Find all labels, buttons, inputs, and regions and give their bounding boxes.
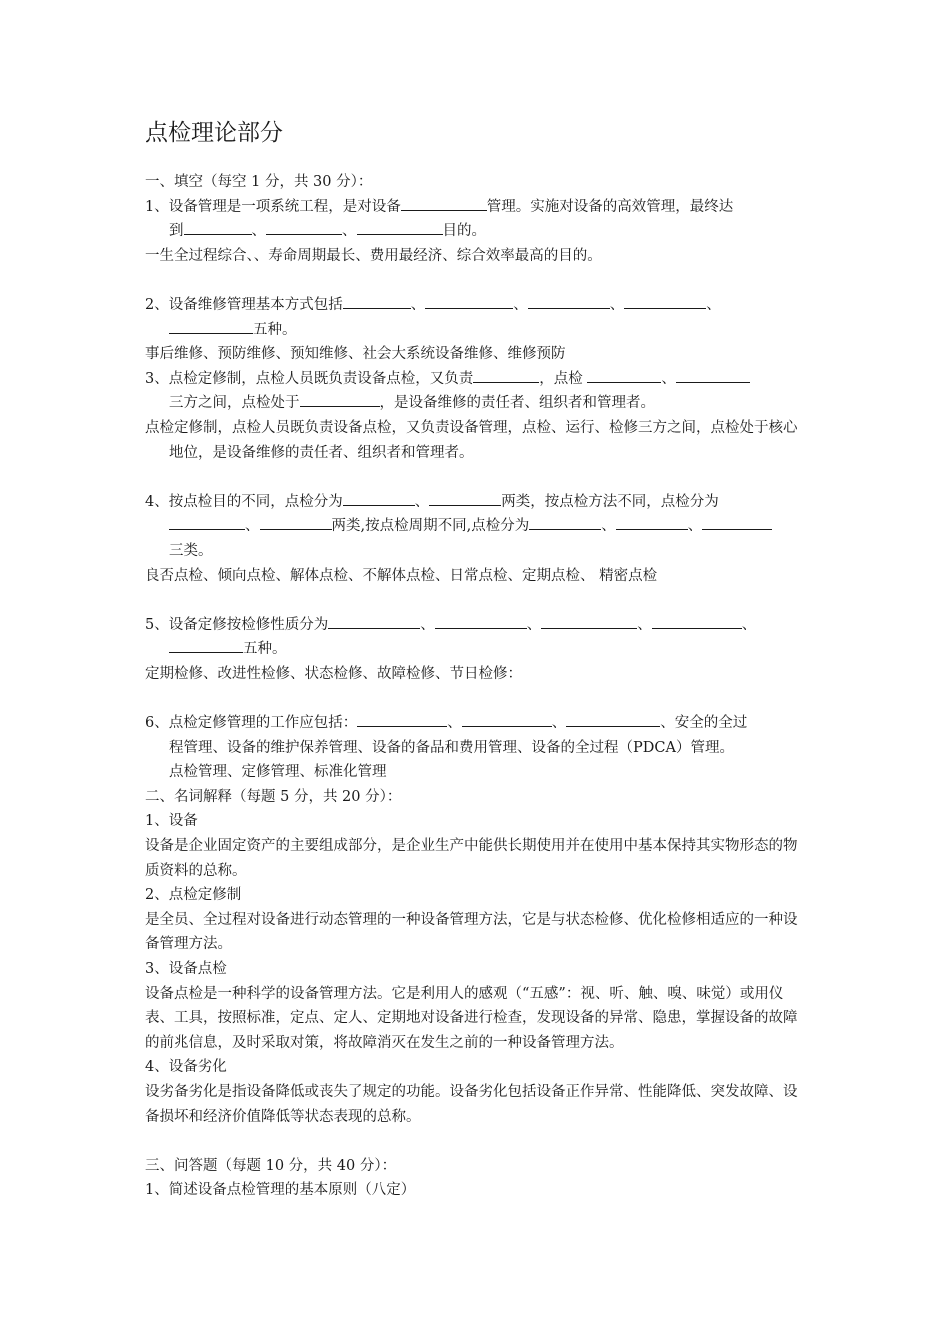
section3-heading: 三、问答题（每题 10 分，共 40 分）： <box>145 1157 397 1174</box>
fill-blank <box>587 367 661 383</box>
definition-4: 设劣备劣化是指设备降低或丧失了规定的功能。设备劣化包括设备正作异常、性能降低、突发故障、设备损坏和经济价值降低等状态表现的总称。 <box>145 1083 798 1125</box>
fill-blank <box>343 293 411 309</box>
q3-line1: 3、点检定修制，点检人员既负责设备点检，又负责 ，点检 、 <box>145 367 808 392</box>
fill-blank <box>702 514 772 530</box>
fill-blank <box>528 293 610 309</box>
fill-blank <box>343 490 415 506</box>
term-1: 1、设备 <box>145 813 198 830</box>
section2-heading: 二、名词解释（每题 5 分，共 20 分）： <box>145 788 402 805</box>
fill-blank <box>616 514 688 530</box>
section1-heading: 一、填空（每空 1 分，共 30 分）： <box>145 174 373 190</box>
term-2: 2、点检定修制 <box>145 887 242 904</box>
q1-line2: 到 、 、 目的。 <box>145 219 808 244</box>
term-3: 3、设备点检 <box>145 961 227 977</box>
fill-blank <box>260 514 332 530</box>
fill-blank <box>169 318 253 334</box>
fill-blank <box>429 490 501 506</box>
q4-line2: 、 两类,按点检周期不同,点检分为 、 、 <box>145 514 808 539</box>
fill-blank <box>169 637 243 653</box>
q4-answer: 良否点检、倾向点检、解体点检、不解体点检、日常点检、定期点检、 精密点检 <box>145 567 658 584</box>
q2-line1: 2、设备维修管理基本方式包括 、 、 、 、 <box>145 293 808 318</box>
page-title: 点检理论部分 <box>145 120 283 146</box>
term-4: 4、设备劣化 <box>145 1059 227 1076</box>
fill-blank <box>169 514 245 530</box>
q6-line1: 6、点检定修管理的工作应包括： 、 、 、安全的全过 <box>145 711 808 736</box>
fill-blank <box>676 367 750 383</box>
q4-line1: 4、按点检目的不同，点检分为 、 两类，按点检方法不同，点检分为 <box>145 490 808 515</box>
fill-blank <box>624 293 706 309</box>
fill-blank <box>435 613 527 629</box>
q5-line1: 5、设备定修按检修性质分为 、 、 、 、 <box>145 613 808 638</box>
fill-blank <box>652 613 742 629</box>
fill-blank <box>462 711 552 727</box>
fill-blank <box>473 367 539 383</box>
fill-blank <box>357 219 443 235</box>
q3-answer: 点检定修制，点检人员既负责设备点检，又负责设备管理，点检、运行、检修三方之间，点检处于核心地位，是设备维修的责任者、组织者和管理者。 <box>145 419 798 461</box>
document-page <box>145 118 808 1203</box>
q3-line2: 三方之间，点检处于 ，是设备维修的责任者、组织者和管理者。 <box>145 391 808 416</box>
fill-blank <box>401 195 487 211</box>
fill-blank <box>357 711 447 727</box>
q5-answer: 定期检修、改进性检修、状态检修、故障检修、节日检修： <box>145 665 522 682</box>
fill-blank <box>328 613 420 629</box>
q2-line2: 五种。 <box>145 318 808 343</box>
q6-answer: 点检管理、定修管理、标准化管理 <box>169 764 387 781</box>
q6-line2: 程管理、设备的维护保养管理、设备的备品和费用管理、设备的全过程（PDCA）管理。 <box>169 739 734 756</box>
definition-3: 设备点检是一种科学的设备管理方法。它是利用人的感观（“五感”：视、听、触、嗅、味觉）或用仪表、工具，按照标准，定点、定人、定期地对设备进行检查，发现设备的异常、隐患，掌握设备的故障的前兆信息，及时采取对策，将故障消灭在发生之前的一种设备管理方法。 <box>145 985 798 1051</box>
q4-line3: 三类。 <box>169 542 213 559</box>
fill-blank <box>566 711 660 727</box>
q5-line2: 五种。 <box>145 637 808 662</box>
definition-2: 是全员、全过程对设备进行动态管理的一种设备管理方法，它是与状态检修、优化检修相适应的一种设备管理方法。 <box>145 911 798 953</box>
fill-blank <box>184 219 252 235</box>
q2-answer: 事后维修、预防维修、预知维修、社会大系统设备维修、维修预防 <box>145 346 566 363</box>
q1-answer: 一生全过程综合、、寿命周期最长、费用最经济、综合效率最高的目的。 <box>145 247 602 264</box>
fill-blank <box>541 613 637 629</box>
fill-blank <box>425 293 513 309</box>
definition-1: 设备是企业固定资产的主要组成部分，是企业生产中能供长期使用并在使用中基本保持其实物形态的物质资料的总称。 <box>145 838 798 879</box>
fill-blank <box>266 219 342 235</box>
fill-blank <box>529 514 601 530</box>
fill-blank <box>300 391 380 407</box>
section3-question-1: 1、简述设备点检管理的基本原则（八定） <box>145 1182 416 1199</box>
q1-line1: 1、设备管理是一项系统工程，是对设备 管理。实施对设备的高效管理，最终达 <box>145 195 808 220</box>
